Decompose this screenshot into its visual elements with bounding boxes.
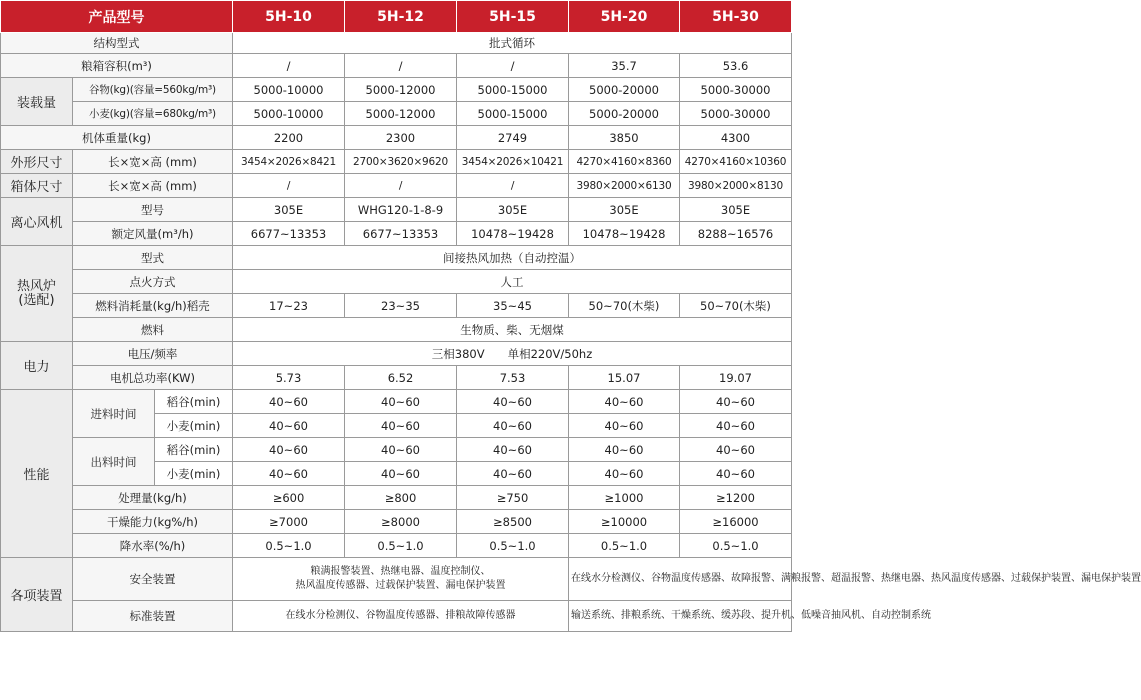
cell-value: 40~60: [233, 462, 345, 486]
drying-row: [1, 510, 792, 534]
row-label: 电机总功率(KW): [73, 366, 233, 390]
furnace-type-row: [1, 246, 792, 270]
cell-value: 40~60: [680, 390, 792, 414]
row-label: 标准装置: [73, 601, 233, 632]
cell-value: ≥1000: [569, 486, 680, 510]
cell-value: 40~60: [457, 390, 569, 414]
cell-value: 批式循环: [233, 33, 792, 54]
cell-value: 5000-20000: [569, 102, 680, 126]
cell-value: ≥1200: [680, 486, 792, 510]
header-model: 5H-30: [680, 1, 792, 33]
row-label: 稻谷(min): [155, 438, 233, 462]
cell-value: 40~60: [569, 414, 680, 438]
cell-value: 人工: [233, 270, 792, 294]
cell-value: 50~70(木柴): [569, 294, 680, 318]
cell-value: ≥600: [233, 486, 345, 510]
cell-value: 40~60: [233, 414, 345, 438]
cell-value: 4270×4160×10360: [680, 150, 792, 174]
cell-value: 5000-15000: [457, 102, 569, 126]
row-label: 安全装置: [73, 558, 233, 601]
row-label: 小麦(min): [155, 414, 233, 438]
sub-section-label: 出料时间: [73, 438, 155, 486]
cell-value: 3454×2026×10421: [457, 150, 569, 174]
cell-value: /: [457, 54, 569, 78]
cell-value: 2749: [457, 126, 569, 150]
row-label: 小麦(min): [155, 462, 233, 486]
cell-value: 10478~19428: [457, 222, 569, 246]
cell-value: 35~45: [457, 294, 569, 318]
furnace-ignition-row: [1, 270, 792, 294]
cell-value: 50~70(木柴): [680, 294, 792, 318]
cell-value: 0.5~1.0: [233, 534, 345, 558]
cell-value: 0.5~1.0: [457, 534, 569, 558]
cell-value: 三相380V 单相220V/50hz: [233, 342, 792, 366]
cell-value: 3980×2000×6130: [569, 174, 680, 198]
section-label: 热风炉 (选配): [1, 246, 73, 342]
cell-value: 40~60: [457, 414, 569, 438]
cell-value: 5000-30000: [680, 78, 792, 102]
header-row: [1, 1, 792, 33]
power-total-row: [1, 366, 792, 390]
discharge-rice-row: [1, 438, 792, 462]
cell-value: ≥750: [457, 486, 569, 510]
cell-value: ≥8500: [457, 510, 569, 534]
cell-value: 在线水分检测仪、谷物温度传感器、故障报警、满粮报警、超温报警、热继电器、热风温度传感器、过载保护装置、漏电保护装置: [569, 558, 792, 601]
cell-value: 305E: [457, 198, 569, 222]
cell-value: 输送系统、排粮系统、干燥系统、缓苏段、提升机、低噪音抽风机、自动控制系统: [569, 601, 792, 632]
row-label: 机体重量(kg): [1, 126, 233, 150]
row-label: 长×宽×高 (mm): [73, 150, 233, 174]
cell-value: 0.5~1.0: [569, 534, 680, 558]
cell-value: 5.73: [233, 366, 345, 390]
cell-value: 40~60: [680, 462, 792, 486]
cell-value: 305E: [569, 198, 680, 222]
cell-value: 40~60: [569, 462, 680, 486]
cell-value: 15.07: [569, 366, 680, 390]
cell-value: 40~60: [345, 462, 457, 486]
cell-value: 19.07: [680, 366, 792, 390]
cell-value: 40~60: [345, 390, 457, 414]
row-label: 点火方式: [73, 270, 233, 294]
section-label: 外形尺寸: [1, 150, 73, 174]
cell-value: 5000-12000: [345, 78, 457, 102]
fan-model-row: [1, 198, 792, 222]
section-label: 各项装置: [1, 558, 73, 632]
row-label: 型号: [73, 198, 233, 222]
fan-airflow-row: [1, 222, 792, 246]
cell-value: /: [233, 54, 345, 78]
section-label: 箱体尺寸: [1, 174, 73, 198]
section-label: 装载量: [1, 78, 73, 126]
cell-value: 40~60: [569, 390, 680, 414]
throughput-row: [1, 486, 792, 510]
cell-value: 35.7: [569, 54, 680, 78]
section-label: 性能: [1, 390, 73, 558]
cell-value: 53.6: [680, 54, 792, 78]
row-label: 稻谷(min): [155, 390, 233, 414]
box-dims-row: [1, 174, 792, 198]
row-label: 谷物(kg)(容量=560kg/m³): [73, 78, 233, 102]
cell-value: 40~60: [680, 438, 792, 462]
cell-value: 3980×2000×8130: [680, 174, 792, 198]
sub-section-label: 进料时间: [73, 390, 155, 438]
row-label: 长×宽×高 (mm): [73, 174, 233, 198]
furnace-fuel-row: [1, 318, 792, 342]
row-label: 粮箱容积(m³): [1, 54, 233, 78]
cell-value: 5000-12000: [345, 102, 457, 126]
cell-value: 0.5~1.0: [680, 534, 792, 558]
cell-value: 40~60: [233, 438, 345, 462]
cell-value: 5000-30000: [680, 102, 792, 126]
power-voltage-row: [1, 342, 792, 366]
cell-value: ≥800: [345, 486, 457, 510]
header-model: 5H-15: [457, 1, 569, 33]
cell-value: 40~60: [569, 438, 680, 462]
cell-value: ≥7000: [233, 510, 345, 534]
cell-value: 40~60: [345, 414, 457, 438]
row-label: 处理量(kg/h): [73, 486, 233, 510]
cell-value: 2300: [345, 126, 457, 150]
cell-value: 305E: [680, 198, 792, 222]
row-label: 结构型式: [1, 33, 233, 54]
cell-value: 40~60: [233, 390, 345, 414]
row-label: 小麦(kg)(容量=680kg/m³): [73, 102, 233, 126]
cell-value: ≥10000: [569, 510, 680, 534]
cell-value: 17~23: [233, 294, 345, 318]
cell-value: 8288~16576: [680, 222, 792, 246]
cell-value: 5000-20000: [569, 78, 680, 102]
weight-row: [1, 126, 792, 150]
cell-value: ≥16000: [680, 510, 792, 534]
cell-value: 6.52: [345, 366, 457, 390]
cell-value: 6677~13353: [233, 222, 345, 246]
structure-row: [1, 33, 792, 54]
cell-value: 40~60: [457, 462, 569, 486]
cell-value: 3454×2026×8421: [233, 150, 345, 174]
cell-value: 40~60: [345, 438, 457, 462]
row-label: 降水率(%/h): [73, 534, 233, 558]
cell-value: 10478~19428: [569, 222, 680, 246]
cell-value: ≥8000: [345, 510, 457, 534]
header-model: 5H-20: [569, 1, 680, 33]
cell-value: 5000-10000: [233, 78, 345, 102]
row-label: 干燥能力(kg%/h): [73, 510, 233, 534]
cell-value: 7.53: [457, 366, 569, 390]
cell-value: 0.5~1.0: [345, 534, 457, 558]
section-label: 电力: [1, 342, 73, 390]
header-model: 5H-10: [233, 1, 345, 33]
cell-value: /: [345, 174, 457, 198]
cell-value: /: [233, 174, 345, 198]
feed-rice-row: [1, 390, 792, 414]
cell-value: /: [345, 54, 457, 78]
cell-value: 4270×4160×8360: [569, 150, 680, 174]
cell-value: 粮满报警装置、热继电器、温度控制仪、 热风温度传感器、过载保护装置、漏电保护装置: [233, 558, 569, 601]
cell-value: 4300: [680, 126, 792, 150]
cell-value: 40~60: [457, 438, 569, 462]
cell-value: 2700×3620×9620: [345, 150, 457, 174]
bin-volume-row: [1, 54, 792, 78]
cell-value: 2200: [233, 126, 345, 150]
header-label: 产品型号: [1, 1, 233, 33]
cell-value: 5000-15000: [457, 78, 569, 102]
header-model: 5H-12: [345, 1, 457, 33]
row-label: 燃料: [73, 318, 233, 342]
cell-value: 6677~13353: [345, 222, 457, 246]
cell-value: 在线水分检测仪、谷物温度传感器、排粮故障传感器: [233, 601, 569, 632]
row-label: 电压/频率: [73, 342, 233, 366]
cell-value: 间接热风加热（自动控温）: [233, 246, 792, 270]
cell-value: 23~35: [345, 294, 457, 318]
cell-value: 生物质、柴、无烟煤: [233, 318, 792, 342]
load-wheat-row: [1, 102, 792, 126]
cell-value: 3850: [569, 126, 680, 150]
cell-value: 40~60: [680, 414, 792, 438]
cell-value: /: [457, 174, 569, 198]
load-grain-row: [1, 78, 792, 102]
cell-value: 305E: [233, 198, 345, 222]
furnace-consumption-row: [1, 294, 792, 318]
section-label: 离心风机: [1, 198, 73, 246]
moisture-drop-row: [1, 534, 792, 558]
standard-row: [1, 601, 792, 632]
row-label: 额定风量(m³/h): [73, 222, 233, 246]
safety-row: [1, 558, 792, 601]
outer-dims-row: [1, 150, 792, 174]
row-label: 燃料消耗量(kg/h)稻壳: [73, 294, 233, 318]
cell-value: 5000-10000: [233, 102, 345, 126]
cell-value: WHG120-1-8-9: [345, 198, 457, 222]
row-label: 型式: [73, 246, 233, 270]
